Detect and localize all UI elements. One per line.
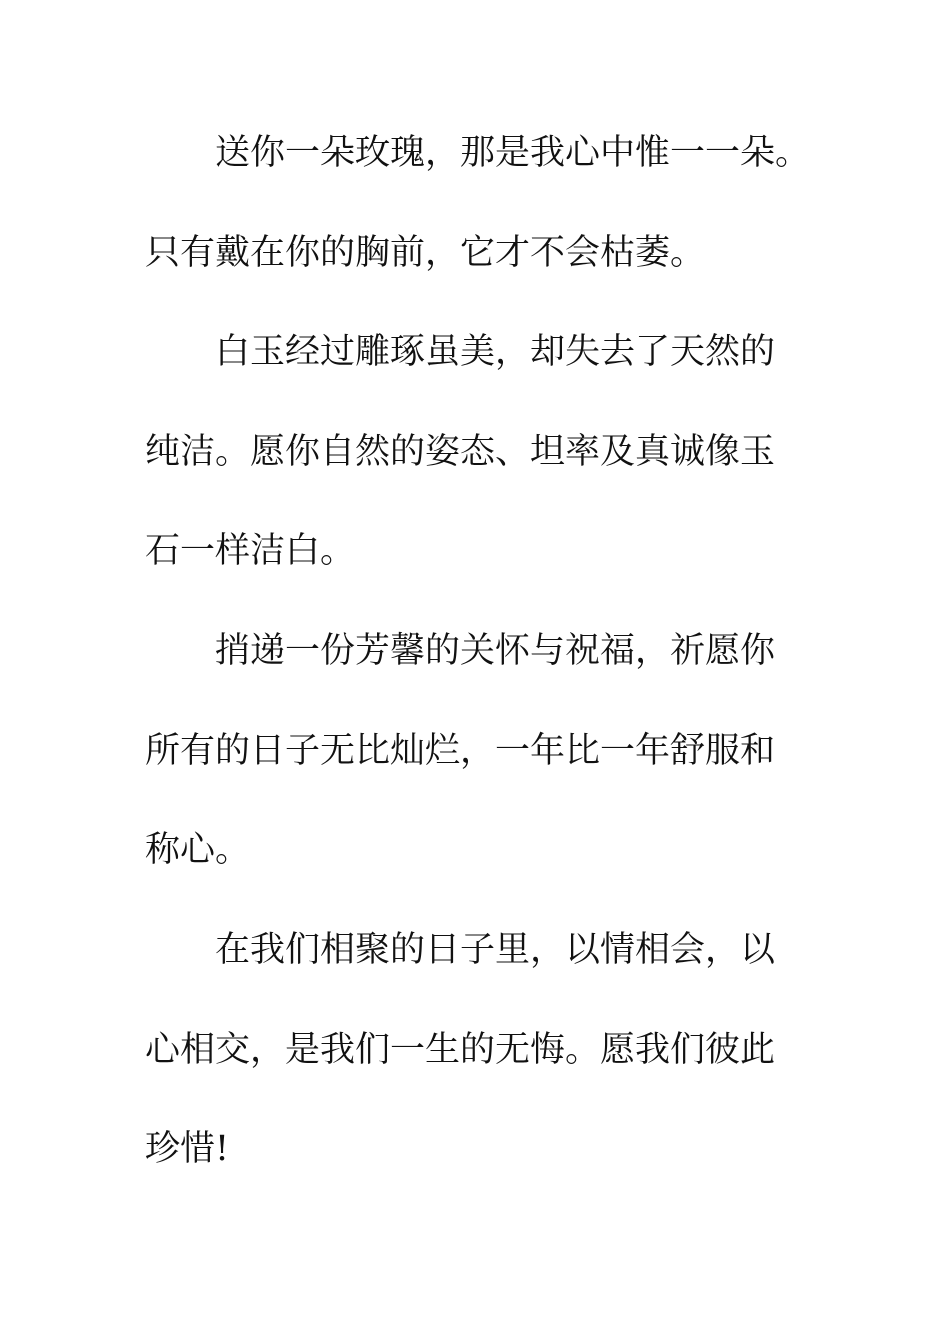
paragraph-4-line-3: 珍惜!	[145, 1129, 230, 1169]
paragraph-4-line-2: 心相交，是我们一生的无悔。愿我们彼此	[145, 1030, 776, 1070]
paragraph-4-line-1: 在我们相聚的日子里，以情相会，以	[215, 930, 776, 970]
paragraph-1-line-1: 送你一朵玫瑰，那是我心中惟一一朵。	[215, 133, 811, 173]
paragraph-3-line-1: 捎递一份芳馨的关怀与祝福，祈愿你	[215, 631, 776, 671]
paragraph-2-line-1: 白玉经过雕琢虽美，却失去了天然的	[215, 332, 776, 372]
paragraph-2-line-3: 石一样洁白。	[145, 531, 356, 571]
paragraph-3-line-3: 称心。	[145, 830, 251, 870]
paragraph-3-line-2: 所有的日子无比灿烂，一年比一年舒服和	[145, 731, 776, 771]
paragraph-2-line-2: 纯洁。愿你自然的姿态、坦率及真诚像玉	[145, 432, 776, 472]
paragraph-1-line-2: 只有戴在你的胸前，它才不会枯萎。	[145, 233, 706, 273]
